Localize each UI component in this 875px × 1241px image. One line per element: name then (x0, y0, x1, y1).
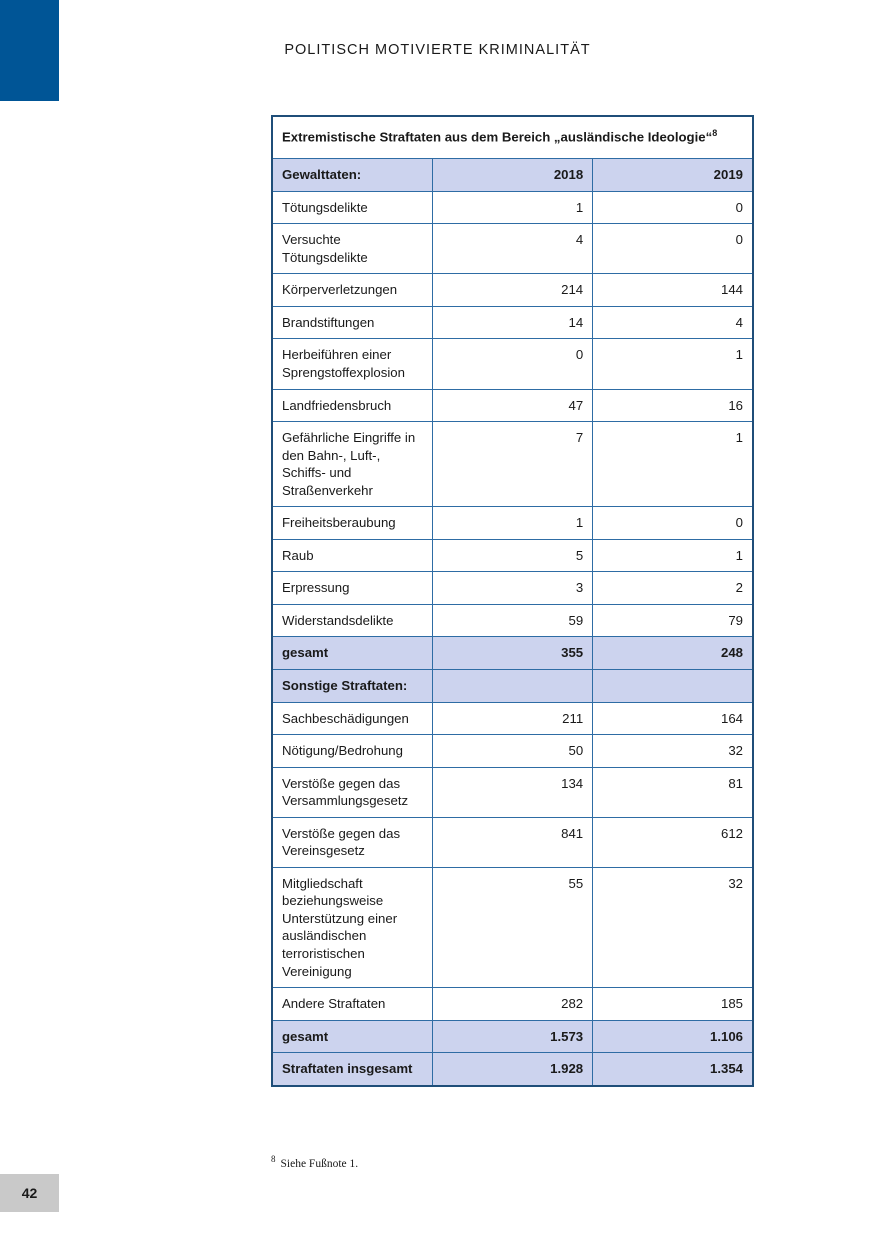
row-value-2019: 0 (593, 191, 753, 224)
table-row (272, 817, 753, 867)
row-value-2019: 81 (593, 767, 753, 817)
row-value-2019: 0 (593, 507, 753, 540)
statistics-table-container (271, 115, 754, 1087)
row-value-2019: 1 (593, 422, 753, 507)
table-row (272, 767, 753, 817)
row-label: Widerstandsdelikte (272, 604, 432, 637)
footnote-text: Siehe Fußnote 1. (280, 1157, 359, 1170)
row-value-2019: 1 (593, 339, 753, 389)
table-row (272, 191, 753, 224)
row-value-2019: 1 (593, 539, 753, 572)
row-label: Verstöße gegen das Versammlungsgesetz (272, 767, 432, 817)
extremist-offences-table (271, 115, 754, 1087)
page-number: 42 (0, 1174, 59, 1212)
table-row (272, 224, 753, 274)
section-header-violence (272, 159, 753, 192)
table-title-cell (272, 116, 753, 159)
row-value-2018: 211 (432, 702, 592, 735)
row-value-2019: 144 (593, 274, 753, 307)
subtotal-value-2018: 355 (432, 637, 592, 670)
row-value-2019: 0 (593, 224, 753, 274)
table-row (272, 507, 753, 540)
row-label: Nötigung/Bedrohung (272, 735, 432, 768)
table-row (272, 422, 753, 507)
table-title-footnote-marker: 8 (712, 128, 718, 138)
table-row (272, 988, 753, 1021)
table-row (272, 572, 753, 605)
table-row (272, 735, 753, 768)
table-row (272, 604, 753, 637)
subtotal-value-2019: 1.106 (593, 1020, 753, 1053)
row-label: Sachbeschädigungen (272, 702, 432, 735)
table-row (272, 702, 753, 735)
row-value-2019: 32 (593, 867, 753, 987)
row-label: Freiheitsberaubung (272, 507, 432, 540)
row-value-2018: 59 (432, 604, 592, 637)
row-value-2018: 4 (432, 224, 592, 274)
footnote (271, 1154, 358, 1170)
table-title-row (272, 116, 753, 159)
row-label: Versuchte Tötungsdelikte (272, 224, 432, 274)
row-label: Andere Straftaten (272, 988, 432, 1021)
column-header-2018: 2018 (432, 159, 592, 192)
row-value-2019: 2 (593, 572, 753, 605)
table-row (272, 867, 753, 987)
table-row (272, 306, 753, 339)
column-header-2019: 2019 (593, 159, 753, 192)
row-value-2018: 14 (432, 306, 592, 339)
row-label: Gefährliche Eingriffe in den Bahn-, Luft-, Schiffs- und Straßenverkehr (272, 422, 432, 507)
row-value-2018: 1 (432, 191, 592, 224)
subtotal-value-2019: 248 (593, 637, 753, 670)
row-value-2018: 5 (432, 539, 592, 572)
section-other-empty-2019 (593, 669, 753, 702)
grand-total-value-2019: 1.354 (593, 1053, 753, 1086)
row-label: Herbeiführen einer Sprengstoffexplosion (272, 339, 432, 389)
running-header: POLITISCH MOTIVIERTE KRIMINALITÄT (284, 42, 591, 58)
grand-total-value-2018: 1.928 (432, 1053, 592, 1086)
subtotal-row-other (272, 1020, 753, 1053)
row-value-2018: 7 (432, 422, 592, 507)
table-row (272, 339, 753, 389)
row-value-2018: 55 (432, 867, 592, 987)
row-value-2018: 134 (432, 767, 592, 817)
grand-total-row (272, 1053, 753, 1086)
row-value-2018: 50 (432, 735, 592, 768)
row-label: Erpressung (272, 572, 432, 605)
row-label: Raub (272, 539, 432, 572)
row-value-2019: 16 (593, 389, 753, 422)
row-label: Körperverletzungen (272, 274, 432, 307)
footnote-marker: 8 (271, 1154, 276, 1164)
subtotal-label: gesamt (272, 637, 432, 670)
subtotal-label: gesamt (272, 1020, 432, 1053)
subtotal-row-violence (272, 637, 753, 670)
row-label: Mitgliedschaft beziehungsweise Unterstützung einer ausländischen terroristischen Vereinigung (272, 867, 432, 987)
row-value-2019: 185 (593, 988, 753, 1021)
row-value-2018: 3 (432, 572, 592, 605)
row-value-2019: 4 (593, 306, 753, 339)
row-value-2018: 0 (432, 339, 592, 389)
table-row (272, 274, 753, 307)
section-other-empty-2018 (432, 669, 592, 702)
row-value-2018: 1 (432, 507, 592, 540)
row-label: Tötungsdelikte (272, 191, 432, 224)
row-value-2018: 841 (432, 817, 592, 867)
section-label-violence: Gewalttaten: (272, 159, 432, 192)
row-value-2019: 32 (593, 735, 753, 768)
table-row (272, 389, 753, 422)
row-value-2018: 282 (432, 988, 592, 1021)
row-label: Brandstiftungen (272, 306, 432, 339)
row-label: Verstöße gegen das Vereinsgesetz (272, 817, 432, 867)
subtotal-value-2018: 1.573 (432, 1020, 592, 1053)
grand-total-label: Straftaten insgesamt (272, 1053, 432, 1086)
row-value-2019: 164 (593, 702, 753, 735)
row-value-2018: 47 (432, 389, 592, 422)
row-value-2019: 612 (593, 817, 753, 867)
row-value-2018: 214 (432, 274, 592, 307)
section-header-other (272, 669, 753, 702)
table-row (272, 539, 753, 572)
row-value-2019: 79 (593, 604, 753, 637)
section-label-other: Sonstige Straftaten: (272, 669, 432, 702)
row-label: Landfriedensbruch (272, 389, 432, 422)
table-title-text: Extremistische Straftaten aus dem Bereich „ausländische Ideologie“ (282, 129, 713, 145)
